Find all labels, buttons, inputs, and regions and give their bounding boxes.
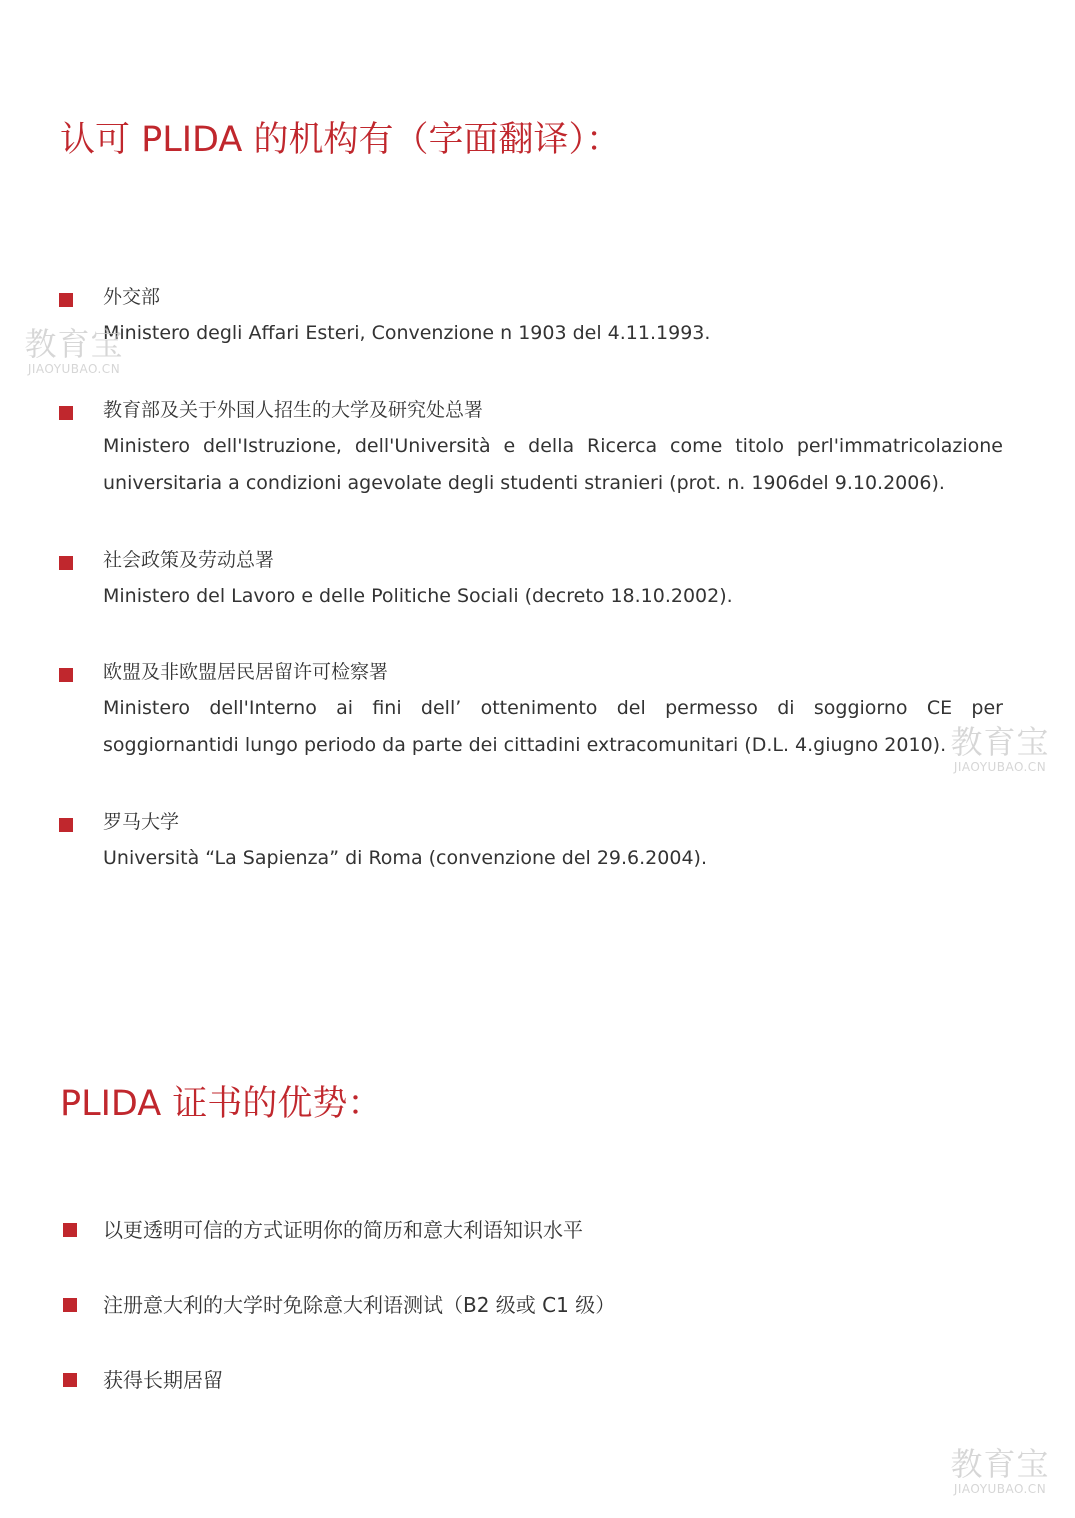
square-bullet-icon	[63, 1298, 77, 1312]
section-title-recognizing-institutions: 认可 PLIDA 的机构有（字面翻译）：	[60, 120, 621, 160]
square-bullet-icon	[59, 818, 73, 832]
item-chinese-name: 欧盟及非欧盟居民居留许可检察署	[103, 661, 389, 683]
square-bullet-icon	[59, 406, 73, 420]
advantage-text: 以更透明可信的方式证明你的简历和意大利语知识水平	[103, 1218, 583, 1242]
item-italian-description: Ministero del Lavoro e delle Politiche Sociali (decreto 18.10.2002).	[103, 585, 733, 607]
watermark-url: JIAOYUBAO.CN	[953, 1482, 1047, 1496]
square-bullet-icon	[63, 1373, 77, 1387]
watermark-url: JIAOYUBAO.CN	[953, 760, 1047, 774]
advantage-text: 获得长期居留	[103, 1368, 223, 1392]
square-bullet-icon	[63, 1223, 77, 1237]
section-title-advantages: PLIDA 证书的优势：	[60, 1084, 383, 1124]
watermark-text: 教育宝	[950, 723, 1050, 761]
item-italian-description: Università “La Sapienza” di Roma (convenzione del 29.6.2004).	[103, 847, 707, 869]
advantage-text: 注册意大利的大学时免除意大利语测试（B2 级或 C1 级）	[103, 1293, 616, 1317]
item-chinese-name: 教育部及关于外国人招生的大学及研究处总署	[103, 399, 484, 421]
item-chinese-name: 社会政策及劳动总署	[103, 549, 275, 571]
item-chinese-name: 外交部	[103, 286, 161, 308]
item-italian-description: Ministero dell'Interno ai fini dell’ ottenimento del permesso di soggiorno CE per	[103, 697, 1003, 719]
square-bullet-icon	[59, 556, 73, 570]
item-italian-description: Ministero degli Affari Esteri, Convenzione n 1903 del 4.11.1993.	[103, 322, 711, 344]
watermark-logo	[18, 326, 130, 376]
item-italian-description: universitaria a condizioni agevolate degli studenti stranieri (prot. n. 1906del 9.10.2006).	[103, 472, 945, 494]
square-bullet-icon	[59, 668, 73, 682]
square-bullet-icon	[59, 293, 73, 307]
item-chinese-name: 罗马大学	[103, 811, 180, 833]
item-italian-description: soggiornantidi lungo periodo da parte dei cittadini extracomunitari (D.L. 4.giugno 2010).	[103, 734, 947, 756]
watermark-logo	[944, 724, 1056, 774]
watermark-url: JIAOYUBAO.CN	[27, 362, 121, 376]
watermark-text: 教育宝	[24, 325, 124, 363]
watermark-text: 教育宝	[950, 1445, 1050, 1483]
watermark-logo	[944, 1446, 1056, 1496]
item-italian-description: Ministero dell'Istruzione, dell'Università e della Ricerca come titolo perl'immatricolazione	[103, 435, 1003, 457]
